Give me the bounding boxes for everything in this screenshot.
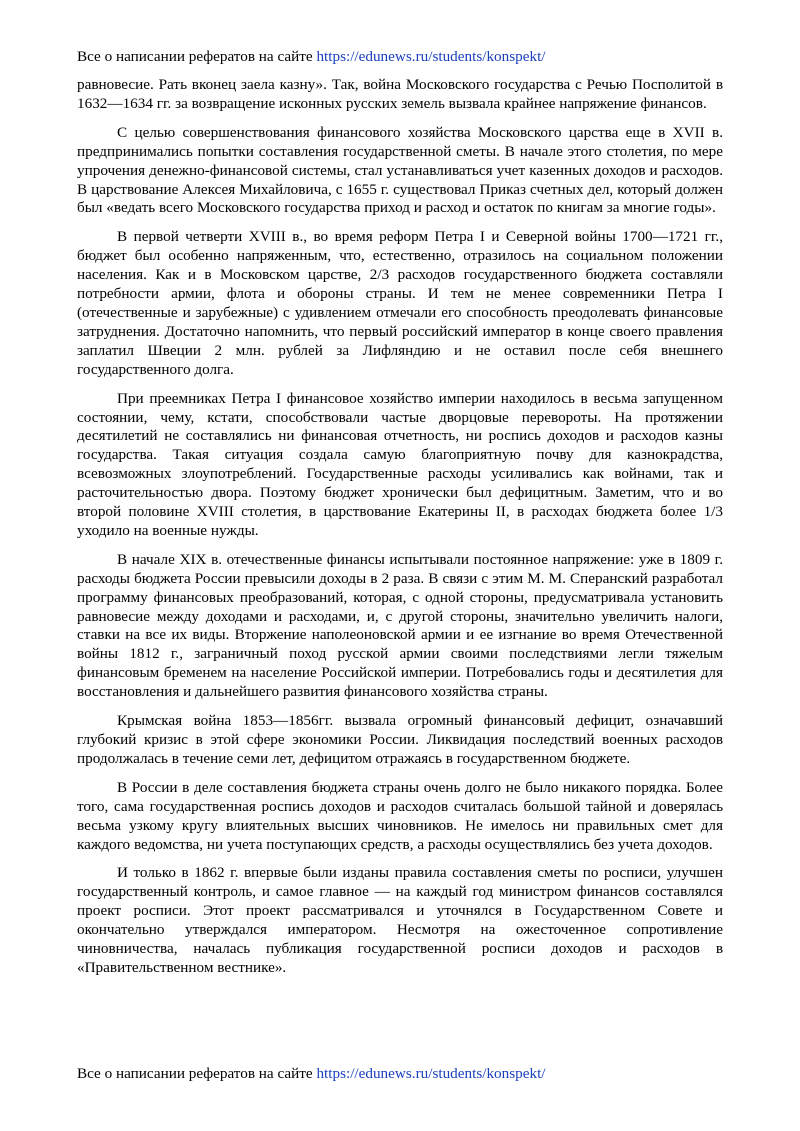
header-banner — [77, 47, 723, 66]
paragraph-3: В первой четверти XVIII в., во время реформ Петра I и Северной войны 1700—1721 гг., бюджет был особенно напряженным, что, естественно, отразилось на социальном положении населения. Как и в Московском царстве, 2/3 расходов государственного бюджета составляли потребности армии, флота и обороны страны. И тем не менее современники Петра I (отечественные и зарубежные) с удивлением отмечали его способность преодолевать финансовые затруднения. Достаточно напомнить, что первый российский император в конце своего правления заплатил Швеции 2 млн. рублей за Лифляндию и не оставил после себя внешнего государственного долга. — [77, 228, 723, 378]
footer-link[interactable]: https://edunews.ru/students/konspekt/ — [316, 1065, 546, 1082]
paragraph-5: В начале XIX в. отечественные финансы испытывали постоянное напряжение: уже в 1809 г. расходы бюджета России превысили доходы в 2 раза. В связи с этим М. М. Сперанский разработал программу финансовых преобразований, которая, с одной стороны, предусматривала установить равновесие между доходами и расходами, и, с другой стороны, значительно увеличить налоги, ставки на все их виды. Вторжение наполеоновской армии и ее изгнание во время Отечественной войны 1812 г., заграничный поход русской армии своими последствиями легли тяжелым финансовым бременем на население Российской империи. Потребовались годы и десятилетия для восстановления и дальнейшего развития финансового хозяйства страны. — [77, 550, 723, 701]
paragraph-8: И только в 1862 г. впервые были изданы правила составления сметы по росписи, улучшен государственный контроль, и самое главное — на каждый год министром финансов составлялся проект росписи. Этот проект рассматривался и уточнялся в Государственном Совете и окончательно утверждался императором. Несмотря на ожесточенное сопротивление чиновничества, началась публикация государственной росписи доходов и расходов в «Правительственном вестнике». — [77, 864, 723, 976]
footer-text: Все о написании рефератов на сайте — [77, 1065, 317, 1082]
paragraph-7: В России в деле составления бюджета страны очень долго не было никакого порядка. Более того, сама государственная роспись доходов и расходов считалась большой тайной и доверялась весьма узкому кругу влиятельных высших чиновников. Не имелось ни правильных смет для каждого ведомства, ни учета поступающих средств, а расходы осуществлялись без учета доходов. — [77, 778, 723, 853]
paragraph-1: равновесие. Рать вконец заела казну». Так, война Московского государства с Речью Посполитой в 1632—1634 гг. за возвращение исконных русских земель вызвала крайнее напряжение финансов. — [77, 76, 723, 112]
paragraph-4: При преемниках Петра I финансовое хозяйство империи находилось в весьма запущенном состоянии, чему, кстати, способствовали частые дворцовые перевороты. На протяжении десятилетий не составлялись ни финансовая отчетность, ни роспись доходов и расходов казны государства. Такая ситуация создала самую благоприятную почву для казнокрадства, всевозможных злоупотреблений. Государственные расходы усиливались как войнами, так и расточительностью двора. Поэтому бюджет хронически был дефицитным. Заметим, что и во второй половине XVIII столетия, в царствование Екатерины II, в расходах бюджета более 1/3 уходило на военные нужды. — [77, 389, 723, 539]
document-page — [77, 47, 723, 988]
paragraph-6: Крымская война 1853—1856гг. вызвала огромный финансовый дефицит, означавший глубокий кризис в этой сфере экономики России. Ликвидация последствий военных расходов продолжалась в течение семи лет, дефицитом отражаясь в государственном бюджете. — [77, 712, 723, 767]
paragraph-2: С целью совершенствования финансового хозяйства Московского царства еще в XVII в. предпринимались попытки составления государственной сметы. В начале этого столетия, по мере упрочения денежно-финансовой системы, стал устанавливаться учет казенных доходов и расходов. В царствование Алексея Михайловича, с 1655 г. существовал Приказ счетных дел, который должен был «ведать всего Московского государства приход и расход и остаток по книгам за многие годы». — [77, 123, 723, 217]
header-text: Все о написании рефератов на сайте — [77, 48, 317, 65]
footer-banner — [77, 1064, 546, 1083]
header-link[interactable]: https://edunews.ru/students/konspekt/ — [316, 48, 546, 65]
